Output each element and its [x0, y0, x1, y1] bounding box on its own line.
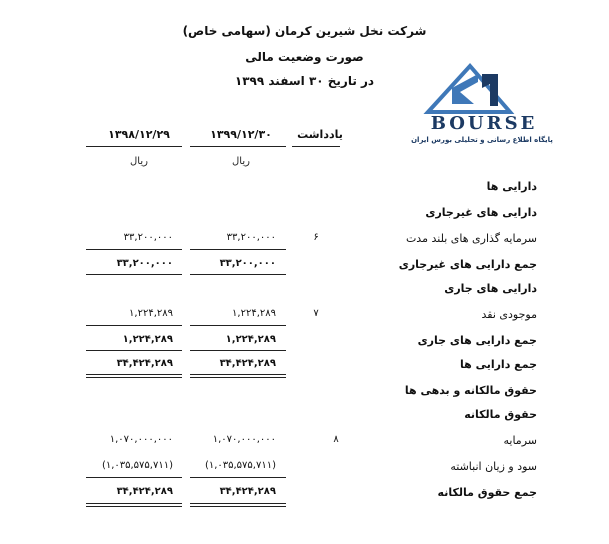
current-value: ۱,۲۲۴,۲۸۹ — [225, 334, 276, 345]
statement-date: در تاریخ ۳۰ اسفند ۱۳۹۹ — [234, 74, 375, 88]
equity-liabilities-heading: حقوق مالکانه و بدهی ها — [404, 384, 537, 397]
prior-value: ۳۴,۴۲۴,۲۸۹ — [116, 486, 173, 497]
current-value: ۳۳,۲۰۰,۰۰۰ — [226, 232, 276, 243]
prior-value: ۱,۰۷۰,۰۰۰,۰۰۰ — [109, 434, 173, 445]
row-label: جمع دارایی های جاری — [417, 334, 537, 347]
row-label: جمع دارایی ها — [459, 358, 537, 371]
grand-total-rule — [190, 503, 286, 507]
statement-title: صورت وضعیت مالی — [245, 50, 364, 64]
prior-header-rule — [86, 146, 182, 147]
total-rule — [86, 274, 182, 275]
row-label: جمع حقوق مالکانه — [437, 486, 537, 499]
total-rule — [190, 350, 286, 351]
prior-value: ۱,۲۲۴,۲۸۹ — [122, 334, 173, 345]
current-value: ۳۳,۲۰۰,۰۰۰ — [219, 258, 276, 269]
row-label: جمع دارایی های غیرجاری — [398, 258, 537, 271]
note-header-rule — [292, 146, 340, 147]
prior-value: ۳۳,۲۰۰,۰۰۰ — [123, 232, 173, 243]
prior-value: (۱,۰۳۵,۵۷۵,۷۱۱) — [101, 460, 173, 471]
grand-total-rule — [86, 503, 182, 507]
prior-value: ۳۳,۲۰۰,۰۰۰ — [116, 258, 173, 269]
subtotal-rule — [190, 325, 286, 326]
equity-heading: حقوق مالکانه — [464, 408, 537, 421]
note-ref: ۷ — [313, 308, 319, 319]
assets-heading: دارایی ها — [486, 180, 537, 193]
logo-wordmark: BOURSE — [430, 113, 538, 134]
subtotal-rule — [190, 249, 286, 250]
current-year-header: ۱۳۹۹/۱۲/۳۰ — [210, 128, 272, 141]
current-unit: ریال — [232, 156, 250, 167]
current-assets-heading: دارایی های جاری — [444, 282, 537, 295]
current-value: (۱,۰۳۵,۵۷۵,۷۱۱) — [204, 460, 276, 471]
total-rule — [86, 350, 182, 351]
row-label: سرمایه گذاری های بلند مدت — [405, 232, 537, 245]
note-ref: ۶ — [313, 232, 319, 243]
grand-total-rule — [86, 374, 182, 378]
subtotal-rule — [86, 477, 182, 478]
row-label: سرمایه — [503, 434, 537, 447]
note-column-header: یادداشت — [297, 128, 343, 141]
current-header-rule — [190, 146, 286, 147]
current-value: ۳۴,۴۲۴,۲۸۹ — [219, 358, 276, 369]
noncurrent-assets-heading: دارایی های غیرجاری — [425, 206, 537, 219]
prior-unit: ریال — [130, 156, 148, 167]
current-value: ۳۴,۴۲۴,۲۸۹ — [219, 486, 276, 497]
subtotal-rule — [190, 477, 286, 478]
current-value: ۱,۰۷۰,۰۰۰,۰۰۰ — [212, 434, 276, 445]
current-value: ۱,۲۲۴,۲۸۹ — [232, 308, 276, 319]
prior-year-header: ۱۳۹۸/۱۲/۲۹ — [108, 128, 170, 141]
total-rule — [190, 274, 286, 275]
prior-value: ۳۴,۴۲۴,۲۸۹ — [116, 358, 173, 369]
logo-tagline: پایگاه اطلاع رسانی و تحلیلی بورس ایران — [411, 136, 553, 144]
row-label: سود و زیان انباشته — [450, 460, 537, 473]
row-label: موجودی نقد — [481, 308, 537, 321]
company-name: شرکت نخل شیرین کرمان (سهامی خاص) — [182, 24, 427, 38]
subtotal-rule — [86, 325, 182, 326]
prior-value: ۱,۲۲۴,۲۸۹ — [129, 308, 173, 319]
subtotal-rule — [86, 249, 182, 250]
grand-total-rule — [190, 374, 286, 378]
note-ref: ۸ — [333, 434, 339, 445]
